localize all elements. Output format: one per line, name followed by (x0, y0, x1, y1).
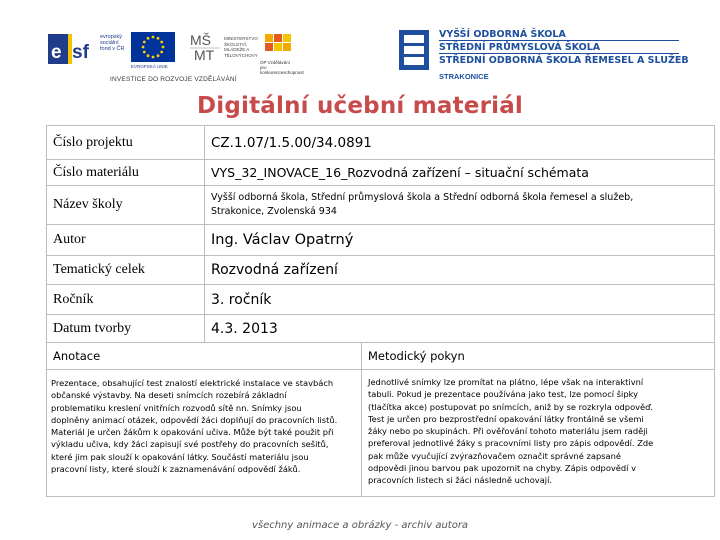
project-value: CZ.1.07/1.5.00/34.0891 (205, 126, 715, 160)
author-label: Autor (47, 225, 205, 256)
material-label: Číslo materiálu (47, 160, 205, 186)
year-value: 3. ročník (205, 285, 715, 315)
school-line-1: VYŠŠÍ ODBORNÁ ŠKOLA (439, 29, 566, 40)
table-row (47, 126, 715, 160)
topic-value: Rozvodná zařízení (205, 256, 715, 285)
school-value (205, 186, 715, 225)
topic-label: Tematický celek (47, 256, 205, 285)
footer-credit: všechny animace a obrázky - archiv autora (251, 520, 469, 531)
esf-caption: evropský sociální fond v ČR (100, 34, 125, 52)
project-label: Číslo projektu (47, 126, 205, 160)
svg-text:sf: sf (72, 42, 89, 63)
year-label: Ročník (47, 285, 205, 315)
table-row (47, 315, 715, 343)
author-value: Ing. Václav Opatrný (205, 225, 715, 256)
date-label: Datum tvorby (47, 315, 205, 343)
svg-text:MŠ: MŠ (190, 32, 211, 48)
op-logo-icon (263, 32, 293, 58)
school-logo-block (395, 22, 695, 84)
school-city: STRAKONICE (439, 72, 489, 81)
school-line-3: STŘEDNÍ ODBORNÁ ŠKOLA ŘEMESEL A SLUŽEB (439, 55, 689, 66)
msmt-caption: MINISTERSTVO ŠKOLSTVÍ, MLÁDEŽE A TĚLOVÝCHOVY (224, 36, 258, 58)
eu-flag-icon (131, 32, 175, 62)
school-label: Název školy (47, 186, 205, 225)
school-value-line-1: Vyšší odborná škola, Střední průmyslová škola a Střední odborná škola řemesel a služeb, (211, 192, 634, 203)
table-row (47, 186, 715, 225)
table-row (47, 256, 715, 285)
op-caption: OP Vzdělávání pro konkurenceschopnost (260, 60, 304, 75)
method-header: Metodický pokyn (362, 343, 715, 370)
school-emblem-icon (395, 26, 433, 74)
school-name-lines (439, 28, 689, 67)
date-value: 4.3. 2013 (205, 315, 715, 343)
school-value-line-2: Strakonice, Zvolenská 934 (211, 206, 337, 217)
eu-caption: EVROPSKÁ UNIE (131, 64, 168, 69)
invest-text: INVESTICE DO ROZVOJE VZDĚLÁVÁNÍ (110, 76, 237, 83)
table-row (47, 285, 715, 315)
table-row (47, 370, 715, 497)
page-title: Digitální učební materiál (196, 93, 524, 119)
partner-logos (48, 24, 338, 86)
table-row (47, 343, 715, 370)
msmt-logo-icon (188, 30, 222, 64)
annotation-header: Anotace (47, 343, 362, 370)
info-table (46, 125, 715, 343)
esf-logo-icon (48, 32, 96, 66)
svg-text:MT: MT (194, 47, 215, 63)
annotation-text: Prezentace, obsahující test znalostí elektrické instalace ve stavbách občanské výstavby. Na deseti snímcích rozebírá základní problematiku kreslení vnitřních rozvodů sítě nn. Snímky jsou doplněny animací otázek, odpovědí žáci doplňují do pracovních listů. Materiál je určen žákům k opakování učiva. Může být také použit při výkladu učiva, kdy žáci zapisují své postřehy do pracovních sešitů, které jim pak slouží k opakování látky. Součástí materiálu jsou pracovní listy, které slouží k zaznamenávání odpovědí žáků. (47, 370, 362, 497)
table-row (47, 160, 715, 186)
annotation-table (46, 342, 715, 497)
school-line-2: STŘEDNÍ PRŮMYSLOVÁ ŠKOLA (439, 42, 601, 53)
table-row (47, 225, 715, 256)
svg-text:e: e (51, 42, 62, 63)
material-value: VYS_32_INOVACE_16_Rozvodná zařízení – situační schémata (205, 160, 715, 186)
method-text: Jednotlivé snímky lze promítat na plátno, lépe však na interaktivní tabuli. Pokud je prezentace používána jako test, lze pomocí šipky (tlačítka akce) postupovat po snímcích, aniž by se rozkryla odpověď. Test je určen pro bezprostřední opakování látky frontálně se všemi žáky nebo po skupinách. Při ověřování tohoto materiálu jsem raději preferoval jednotlivé žáky s pracovními listy pro zápis odpovědí. Zde pak může vyučující zvýrazňovačem označit správné zapsané odpovědi jinou barvou pak upozornit na chyby. Zápis odpovědí v pracovních listech si žáci následně uchovají. (362, 370, 715, 497)
